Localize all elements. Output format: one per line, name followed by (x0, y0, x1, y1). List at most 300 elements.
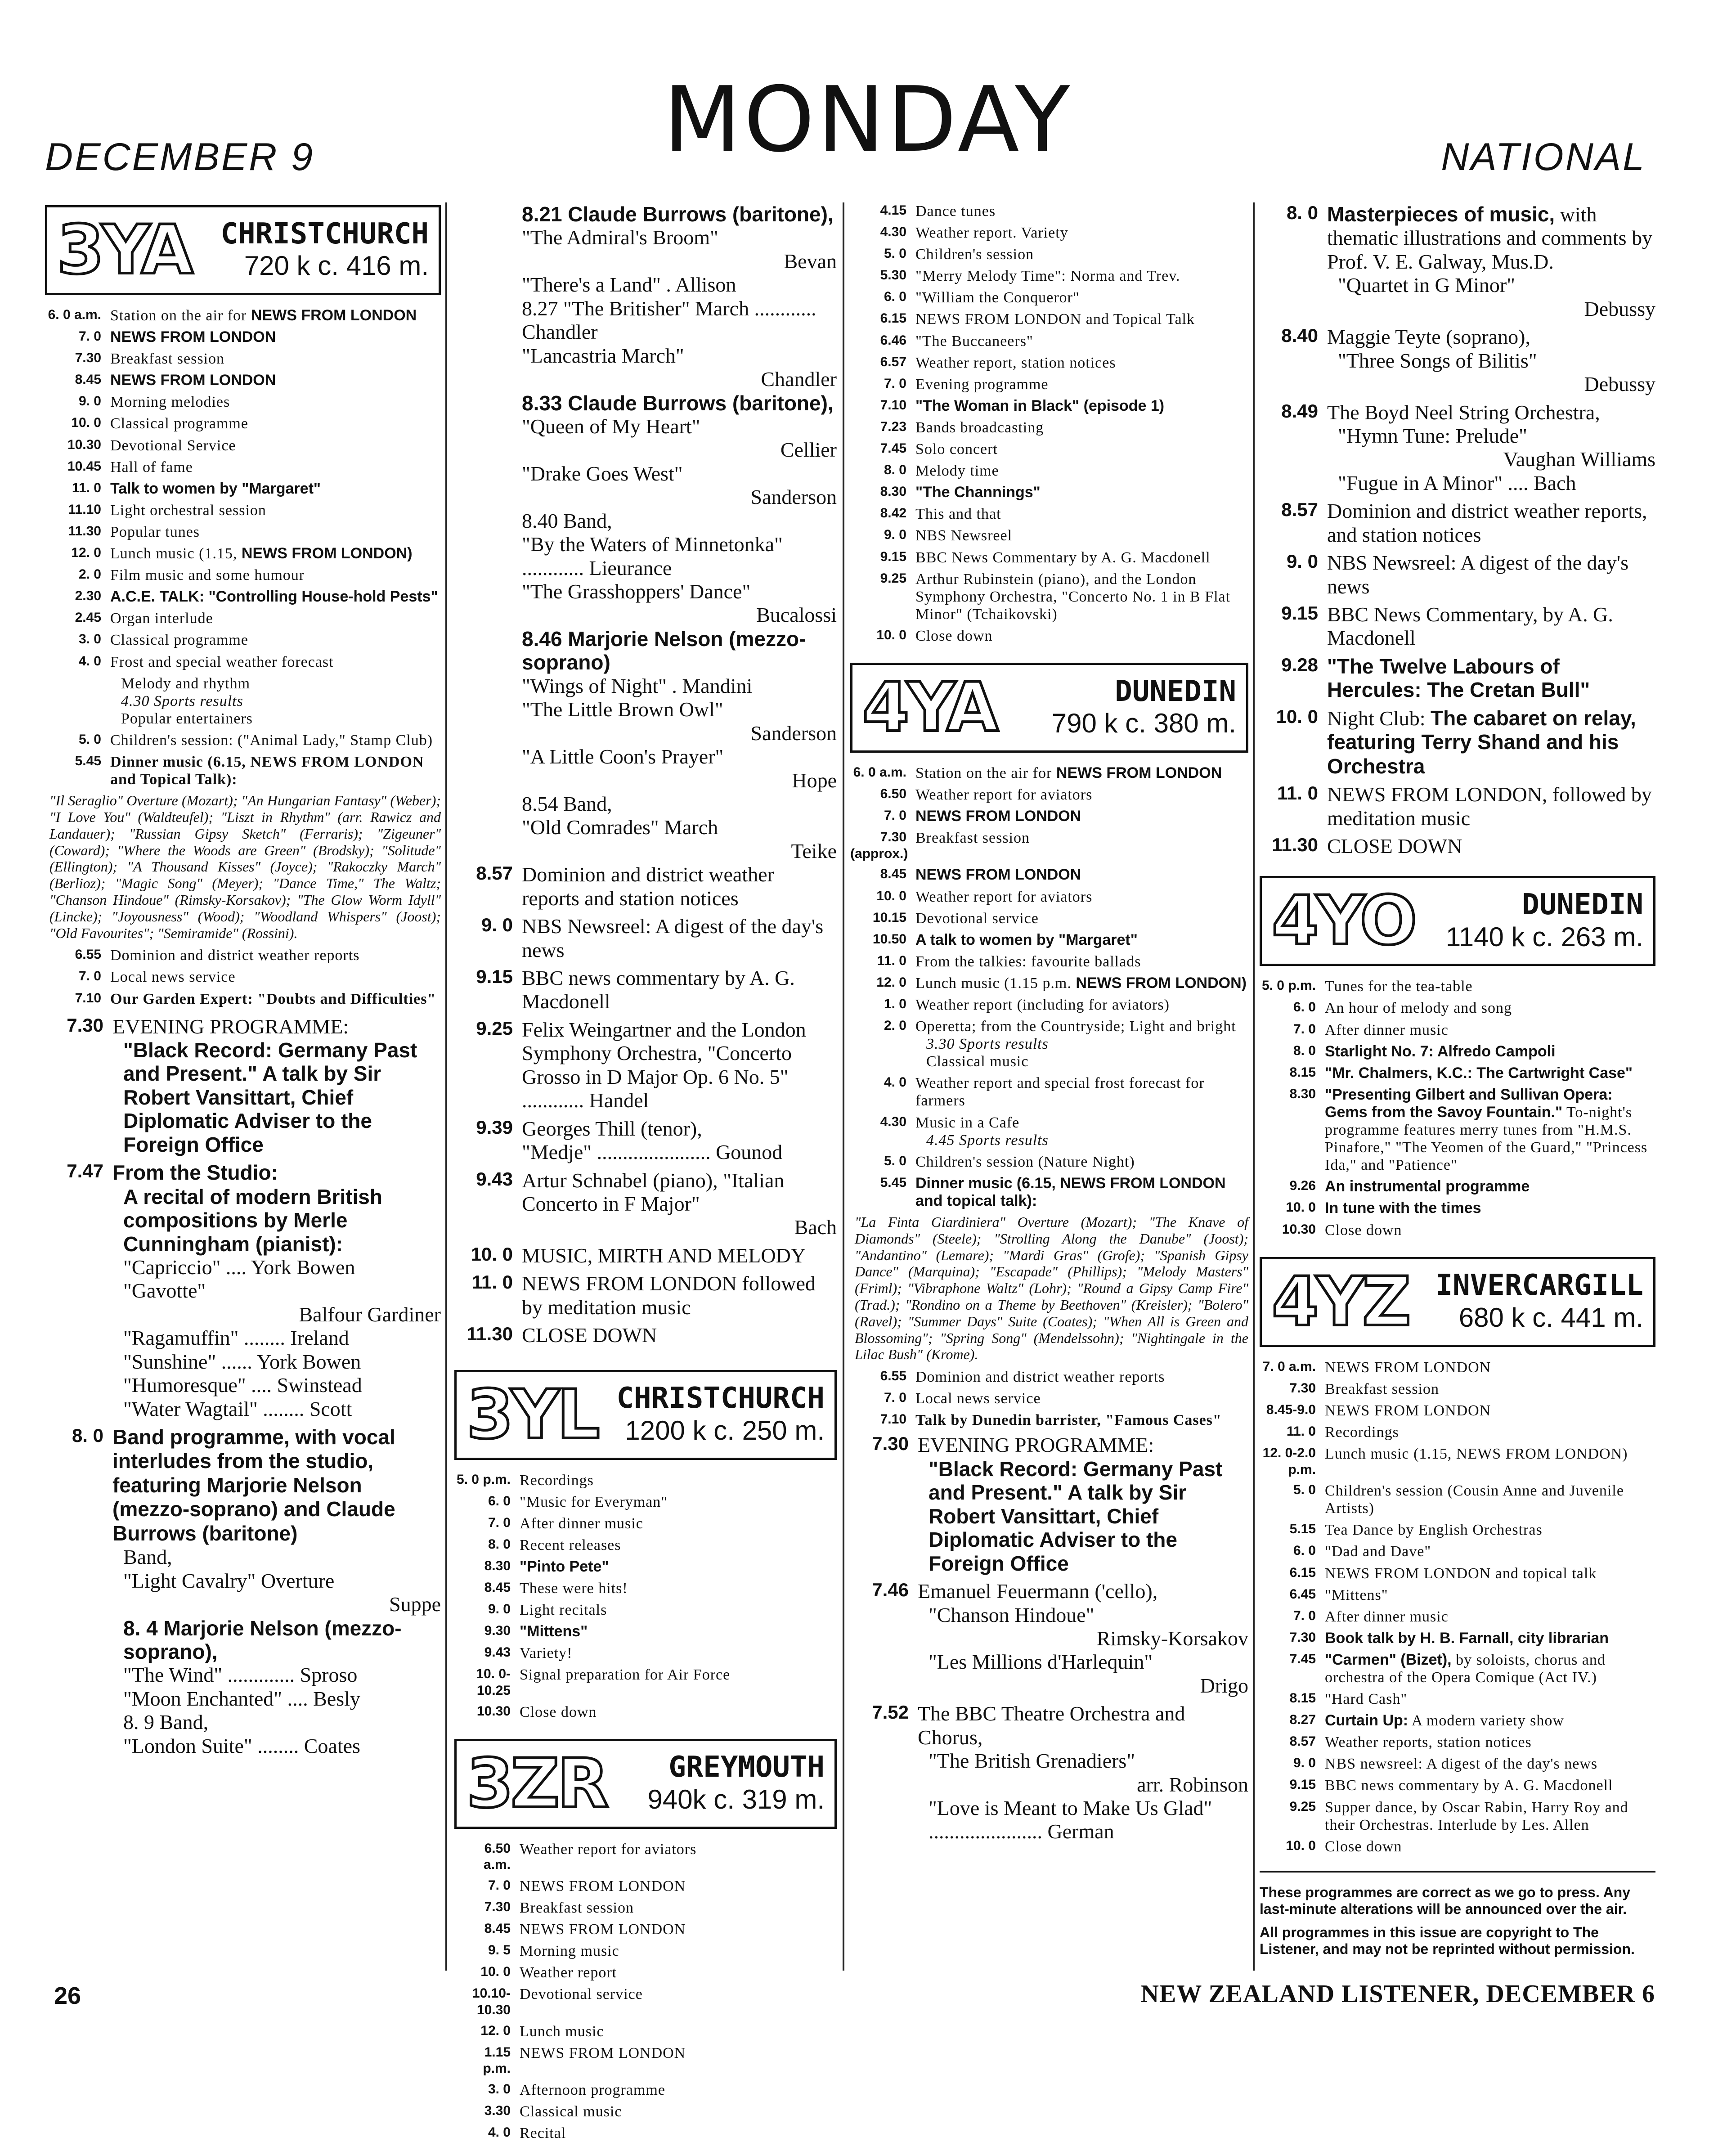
entry-time: 12. 0 (876, 974, 906, 990)
schedule-entry (850, 996, 1248, 1014)
station-frequency: 720 k c. 416 m. (244, 251, 429, 281)
work-title: "Wings of Night" . Mandini (522, 674, 753, 697)
entry-text-part: Weather report and special frost forecast for farmers (915, 1075, 1205, 1109)
entry-text-part: Hall of fame (110, 458, 193, 476)
entry-time: 7.30 (1289, 1630, 1316, 1645)
entry-time: 3.30 (484, 2103, 511, 2118)
evening-entry (454, 915, 837, 962)
schedule-entry (454, 1964, 837, 1981)
entry-time: 10. 0 (1276, 705, 1318, 727)
schedule-entry (1260, 1021, 1655, 1039)
entry-time: 10. 0 (471, 1243, 513, 1265)
entry-time: 11. 0 (1277, 782, 1318, 804)
entry-text (915, 397, 1248, 415)
entry-text-part: NEWS FROM LONDON (110, 328, 276, 346)
schedule-entry (850, 505, 1248, 523)
entry-text-part: From the talkies: favourite ballads (915, 953, 1141, 970)
station-banner-3yl (454, 1370, 837, 1460)
entry-text (1325, 1482, 1655, 1517)
evening-entry (454, 1244, 837, 1267)
schedule-entry (1260, 1086, 1655, 1174)
entry-text (1325, 1712, 1655, 1729)
evening-entry (454, 1272, 837, 1319)
entry-time: 7. 0 (488, 1877, 511, 1893)
schedule-entry (850, 1114, 1248, 1149)
entry-time: 12. 0 (71, 545, 101, 561)
work-title: "Drake Goes West" (522, 462, 683, 485)
evening-entry (1260, 655, 1655, 702)
entry-text (915, 419, 1248, 436)
schedule-entry (850, 332, 1248, 350)
schedule-entry (850, 376, 1248, 393)
column-1 (45, 202, 441, 1971)
entry-text-part: After dinner music (1325, 1608, 1449, 1625)
callsign: 3ZR (467, 1744, 606, 1823)
evening-entry (1260, 202, 1655, 321)
entry-time: 9.39 (476, 1116, 513, 1138)
entry-text-part: Recordings (520, 1472, 594, 1489)
schedule-entry (1260, 1178, 1655, 1195)
schedule-entry (454, 1623, 837, 1640)
entry-text (915, 996, 1248, 1014)
entry-text (1325, 1733, 1655, 1751)
entry-text-part: NEWS FROM LONDON (915, 808, 1081, 825)
entry-text: 8.54 Band, (522, 792, 612, 815)
entry-time: 7.47 (67, 1160, 103, 1182)
entry-time: 10.30 (476, 1703, 511, 1719)
entry-text-part: Weather report (520, 1964, 617, 1981)
evening-entry (454, 1169, 837, 1239)
entry-text (915, 289, 1248, 306)
schedule-entry (1260, 1402, 1655, 1419)
entry-time: 9. 5 (488, 1943, 511, 1958)
entry-text-part: NEWS FROM LONDON (1325, 1402, 1491, 1419)
entry-time: 8.57 (1281, 499, 1318, 521)
entry-time: 6.55 (880, 1369, 906, 1384)
entry-text-part: This and that (915, 506, 1001, 523)
entry-time: 7.45 (1289, 1651, 1316, 1666)
schedule-4yo-early (850, 202, 1248, 645)
entry-text (520, 1942, 837, 1960)
evening-entry (1260, 783, 1655, 830)
entry-text (520, 2081, 837, 2099)
schedule-entry (45, 307, 441, 324)
schedule-entry (45, 523, 441, 541)
station-banner-4yo (1260, 876, 1655, 966)
entry-time: 10.30 (67, 437, 101, 452)
entry-text (1325, 978, 1655, 995)
schedule-entry (850, 1175, 1248, 1210)
entry-time: 5. 0 p.m. (456, 1472, 511, 1487)
entry-text (1325, 1651, 1655, 1686)
entry-time: 9. 0 (1293, 1756, 1316, 1771)
schedule-entry (850, 440, 1248, 458)
composer: Vaughan Williams (1503, 448, 1655, 471)
entry-text (915, 376, 1248, 393)
schedule-entry (850, 484, 1248, 501)
entry-time: 8. 0 (72, 1425, 103, 1446)
schedule-entry (850, 267, 1248, 285)
schedule-entry (1260, 1799, 1655, 1834)
entry-time: 6. 0 a.m. (48, 307, 101, 322)
entry-text-part: BBC News Commentary by A. G. Macdonell (915, 549, 1211, 566)
schedule-entry (1260, 1221, 1655, 1239)
schedule-entry (850, 888, 1248, 906)
schedule-entry (1260, 1755, 1655, 1773)
entry-time: 8. 0 (1286, 202, 1318, 223)
entry-time: 11.30 (467, 1323, 513, 1345)
entry-text: MUSIC, MIRTH AND MELODY (522, 1244, 806, 1267)
network-label: NATIONAL (1441, 135, 1646, 179)
entry-time: 9. 0 (1286, 551, 1318, 572)
entry-text: Felix Weingartner and the London Symphony Orchestra, "Concerto Grosso in D Major Op. 6 No. 5" ............ Handel (522, 1018, 806, 1112)
composer: Suppe (389, 1593, 441, 1616)
entry-text-part: NEWS FROM LONDON (1325, 1359, 1491, 1376)
entry-text (110, 393, 441, 411)
entry-text: NEWS FROM LONDON, followed by meditation music (1327, 783, 1652, 830)
entry-text (1325, 1402, 1655, 1419)
entry-time: 3. 0 (488, 2081, 511, 2097)
entry-text-part: Close down (1325, 1221, 1402, 1239)
entry-text (915, 888, 1248, 906)
entry-time: 9.43 (476, 1168, 513, 1190)
schedule-entry (850, 202, 1248, 220)
entry-time: 7. 0 (78, 969, 101, 984)
evening-entry (850, 1433, 1248, 1575)
entry-time: 9.15 (476, 966, 513, 987)
schedule-entry (45, 545, 441, 562)
entry-time: 7.23 (880, 419, 906, 434)
schedule-entry (454, 1515, 837, 1532)
entry-text-part: Curtain Up: (1325, 1712, 1409, 1729)
entry-time: 11. 0 (877, 953, 906, 968)
entry-text-part: Tunes for the tea-table (1325, 978, 1473, 995)
entry-time: 10.30 (1282, 1221, 1316, 1237)
schedule-entry (454, 1644, 837, 1662)
entry-text-part: Lunch music (520, 2023, 604, 2040)
entry-text: Band, (123, 1545, 172, 1569)
work-title: "Capriccio" .... York Bowen (123, 1255, 355, 1279)
entry-text (915, 505, 1248, 523)
entry-text (520, 1985, 837, 2003)
schedule-entry (1260, 1690, 1655, 1708)
evening-entry (454, 1117, 837, 1164)
entry-time: 11.30 (1272, 834, 1318, 855)
entry-time: 10. 0 (1286, 1200, 1316, 1215)
entry-time: 8.42 (880, 506, 906, 521)
entry-time: 8.30 (1289, 1086, 1316, 1101)
entry-time: 11.30 (68, 523, 101, 539)
evening-entry (454, 966, 837, 1014)
schedule-entry (1260, 1543, 1655, 1560)
schedule-entry (1260, 1838, 1655, 1855)
schedule-entry (454, 2044, 837, 2077)
entry-time: 8. 0 (1293, 1043, 1316, 1058)
entry-text (110, 588, 441, 606)
entry-text (1325, 1777, 1655, 1794)
entry-text (110, 458, 441, 476)
entry-text: 8.40 Band, (522, 509, 612, 532)
evening-entry (454, 1018, 837, 1113)
entry-text-part: Children's session (Nature Night) (915, 1153, 1135, 1170)
dinner-music-list: "La Finta Giardiniera" Overture (Mozart); "The Knave of Diamonds" (Steele); "Strolling Along the Danube" (Joost); "Andantino" (Lemare); "Mardi Gras" (Grofe); "Spanish Gipsy Dance" (Marquina); "Escapade" (Phillips); "Melody Masters" (Friml); "Vibraphone Waltz" (Lohr); "Round a Gipsy Camp Fire" (Trad.); "Rondino on a Theme by Beethoven" (Kreisler); "Bolero" (Ravel); "Summer Days" Suite (Coates); "When All is Green and Blossoming"; "Spring Song" (Mendelssohn); "Nightingale in the Lilac Bush" (Krome). (855, 1214, 1248, 1363)
entry-text (520, 1601, 837, 1619)
work-title: "Love is Meant to Make Us Glad" ...................... German (929, 1796, 1212, 1843)
entry-text (915, 910, 1248, 927)
entry-text (915, 974, 1248, 992)
schedule-entry (1260, 1064, 1655, 1082)
entry-time: 6.15 (1289, 1565, 1316, 1580)
entry-text-part: An hour of melody and song (1325, 1000, 1512, 1017)
entry-text-part: Breakfast session (1325, 1380, 1440, 1397)
issue-date: DECEMBER 9 (45, 135, 315, 179)
work-title: "By the Waters of Minnetonka" ............ Lieurance (522, 533, 783, 579)
entry-time: 7.30 (872, 1433, 909, 1455)
entry-time: 12. 0-2.0 p.m. (1262, 1445, 1316, 1477)
entry-text-part: Lunch music (1.15 p.m. (915, 974, 1076, 992)
work-title: "There's a Land" . Allison (522, 273, 736, 296)
entry-text (1325, 1021, 1655, 1039)
entry-time: 8.45 (880, 867, 906, 882)
entry-time: 8.57 (1289, 1734, 1316, 1749)
evening-entry (45, 1425, 441, 1758)
entry-text-part: Close down (915, 627, 993, 644)
entry-text-part: by soloists, chorus and orchestra of the Opera Comique (Act IV.) (1325, 1651, 1606, 1686)
entry-time: 11.10 (68, 502, 101, 517)
schedule-4yz (1260, 1359, 1655, 1855)
schedule-entry (850, 462, 1248, 480)
entry-text: EVENING PROGRAMME: (918, 1433, 1154, 1457)
entry-text: NBS Newsreel: A digest of the day's news (522, 915, 824, 961)
schedule-entry (850, 910, 1248, 927)
work-title: "Light Cavalry" Overture (123, 1569, 335, 1592)
entry-text-part: NEWS FROM LONDON) (241, 545, 413, 562)
entry-text-part: NBS newsreel: A digest of the day's news (1325, 1756, 1598, 1773)
entry-time: 9.25 (476, 1017, 513, 1039)
entry-time: 5.15 (1289, 1522, 1316, 1537)
entry-text (1325, 1424, 1655, 1441)
entry-text: "Black Record: Germany Past and Present." A talk by Sir Robert Vansittart, Chief Diplomatic Adviser to the Foreign Office (929, 1457, 1223, 1575)
schedule-entry (1260, 1651, 1655, 1686)
entry-text-part: Weather report. Variety (915, 225, 1068, 242)
entry-text-part: "Pinto Pete" (520, 1558, 609, 1575)
entry-text (915, 224, 1248, 242)
entry-note: Classical music (926, 1053, 1029, 1070)
schedule-3yl (454, 1472, 837, 1721)
entry-time: 10.45 (67, 458, 101, 474)
entry-text-part: Recordings (1325, 1424, 1399, 1441)
callsign: 4YZ (1272, 1262, 1409, 1341)
entry-text-part: After dinner music (1325, 1021, 1449, 1038)
entry-text: Local news service (915, 1390, 1041, 1407)
entry-text-part: Children's session (Cousin Anne and Juvenile Artists) (1325, 1482, 1624, 1517)
entry-time: 7.52 (872, 1702, 909, 1723)
schedule-entry (850, 570, 1248, 623)
callsign: 3YA (57, 211, 191, 289)
entry-text (520, 1841, 837, 1858)
entry-time: 10. 0 (71, 415, 101, 431)
entry-text-part: NEWS FROM LONDON (251, 307, 417, 324)
entry-text (520, 1558, 837, 1576)
entry-time: 7.45 (880, 441, 906, 456)
station-city: DUNEDIN (1522, 888, 1643, 922)
schedule-entry (454, 1493, 837, 1511)
entry-text-part: NEWS FROM LONDON) (1076, 974, 1247, 992)
entry-time: 6.50 a.m. (483, 1841, 511, 1873)
entry-text (915, 764, 1248, 782)
entry-text-part: "Hard Cash" (1325, 1691, 1408, 1708)
entry-text (915, 931, 1248, 949)
entry-time: 9. 0 (884, 527, 906, 543)
entry-time: 8. 0 (488, 1536, 511, 1552)
schedule-entry (454, 1536, 837, 1554)
entry-text (915, 1018, 1248, 1070)
entry-text-part: Close down (520, 1703, 597, 1720)
work-title: "Gavotte" (123, 1279, 206, 1302)
entry-time: 7. 0 a.m. (1262, 1359, 1316, 1374)
schedule-entry (454, 1877, 837, 1895)
entry-text-part: Evening programme (915, 376, 1049, 393)
work-title: "Lancastria March" (522, 344, 684, 367)
entry-time: 7. 0 (488, 1515, 511, 1530)
entry-time: 8.45 (484, 1921, 511, 1936)
entry-text (1325, 1043, 1655, 1060)
entry-text (915, 786, 1248, 804)
entry-time: 2.30 (75, 588, 101, 604)
column-3 (850, 202, 1248, 1971)
entry-text (1325, 1221, 1655, 1239)
schedule-entry (454, 2103, 837, 2120)
entry-text (1325, 1630, 1655, 1647)
entry-text (915, 527, 1248, 544)
schedule-3zr (454, 1841, 837, 2142)
entry-text: Melody and rhythm (121, 675, 251, 692)
entry-text-part: These were hits! (520, 1580, 628, 1597)
entry-time: 10. 0 (480, 1964, 511, 1980)
entry-text-part: Lunch music (1.15, (110, 545, 242, 562)
entry-time: 7.10 (880, 397, 906, 413)
evening-entry (1260, 551, 1655, 598)
entry-text: 4.30 Sports results (121, 692, 243, 710)
entry-text (520, 1666, 837, 1684)
evening-entry (454, 863, 837, 910)
schedule-4ya (850, 764, 1248, 1210)
entry-text (110, 631, 441, 649)
entry-time: 4. 0 (884, 1075, 906, 1090)
entry-text (915, 829, 1248, 847)
schedule-entry (1260, 1521, 1655, 1539)
entry-text: CLOSE DOWN (522, 1324, 657, 1347)
entry-text-part: Frost and special weather forecast (110, 653, 334, 670)
entry-text: Children's session: ("Animal Lady," Stamp Club) (110, 732, 433, 749)
entry-time: 7. 0 (1293, 1608, 1316, 1623)
schedule-entry (1260, 999, 1655, 1017)
evening-entry (1260, 603, 1655, 650)
entry-text-part: Station on the air for (915, 764, 1056, 781)
entry-time: 9.25 (1289, 1799, 1316, 1814)
entry-text-part: Light orchestral session (110, 502, 266, 519)
entry-text (915, 246, 1248, 263)
work-title: "Humoresque" .... Swinstead (123, 1374, 362, 1397)
schedule-entry (454, 1558, 837, 1576)
entry-time: 9. 0 (78, 394, 101, 409)
notice-text: All programmes in this issue are copyright to The Listener, and may not be reprinted without permission. (1260, 1924, 1635, 1958)
station-frequency: 1200 k c. 250 m. (625, 1415, 825, 1446)
entry-text-part: Signal preparation for Air Force (520, 1666, 731, 1684)
schedule-entry (850, 1018, 1248, 1070)
schedule-entry (1260, 1777, 1655, 1794)
evening-entry (1260, 401, 1655, 495)
entry-time: 8.15 (1289, 1064, 1316, 1080)
schedule-entry (45, 566, 441, 584)
entry-time: 7. 0 (78, 329, 101, 344)
entry-time: 10.50 (872, 931, 906, 947)
entry-text: Local news service (110, 969, 236, 986)
entry-text-part: BBC news commentary by A. G. Macdonell (1325, 1777, 1613, 1794)
entry-text-part: "Presenting Gilbert and Sullivan Opera: Gems from the Savoy Fountain." (1325, 1086, 1613, 1121)
entry-text: Talk by Dunedin barrister, "Famous Cases" (915, 1412, 1222, 1429)
entry-text (915, 484, 1248, 501)
entry-time: 6. 0 (488, 1493, 511, 1509)
entry-text (520, 1703, 837, 1721)
schedule-entry (850, 764, 1248, 782)
entry-text (110, 653, 441, 671)
entry-text-part: Film music and some humour (110, 567, 305, 584)
schedule-4yo (1260, 978, 1655, 1239)
entry-time: 7.30 (484, 1899, 511, 1914)
composer: Debussy (1584, 373, 1655, 396)
entry-text-part: NEWS FROM LONDON (520, 1921, 686, 1938)
schedule-entry (454, 2124, 837, 2142)
entry-text-part: NEWS FROM LONDON (110, 372, 276, 389)
entry-time: 7. 0 (884, 376, 906, 391)
entry-time: 6. 0 (1293, 1000, 1316, 1015)
schedule-entry (850, 931, 1248, 949)
entry-text: The BBC Theatre Orchestra and Chorus, (918, 1702, 1185, 1749)
entry-text-part: A talk to women by "Margaret" (915, 931, 1138, 948)
entry-text (1325, 1565, 1655, 1582)
notice-text: These programmes are correct as we go to press. Any last-minute alterations will be announced over the air. (1260, 1884, 1631, 1917)
entry-text-part: Talk to women by "Margaret" (110, 480, 321, 497)
entry-text-part: Breakfast session (110, 350, 225, 368)
entry-note: 3.30 Sports results (926, 1036, 1049, 1053)
composer: Debussy (1584, 297, 1655, 320)
work-title: "The British Grenadiers" (929, 1749, 1135, 1773)
schedule-entry (850, 310, 1248, 328)
schedule-entry (45, 328, 441, 346)
entry-text-part: NEWS FROM LONDON and topical talk (1325, 1565, 1597, 1582)
entry-time: 7.30 (approx.) (850, 830, 908, 861)
schedule-entry (850, 974, 1248, 992)
entry-time: 5. 0 p.m. (1261, 978, 1316, 993)
entry-text (915, 1114, 1248, 1149)
station-banner-4yz (1260, 1257, 1655, 1347)
schedule-entry (850, 1368, 1248, 1386)
entry-time: 5.45 (880, 1175, 906, 1190)
entry-text: CLOSE DOWN (1327, 834, 1462, 858)
entry-time: 5. 0 (884, 246, 906, 261)
entry-time: 7. 0 (884, 808, 906, 823)
entry-text (915, 1153, 1248, 1171)
entry-time: 7.30 (1289, 1380, 1316, 1396)
entry-text (1325, 1380, 1655, 1398)
entry-text-part: Arthur Rubinstein (piano), and the London Symphony Orchestra, "Concerto No. 1 in B Flat Minor" (Tchaikovski) (915, 570, 1231, 623)
schedule-entry (1260, 1043, 1655, 1060)
entry-text (915, 1175, 1248, 1210)
entry-text-part: Classical music (520, 2103, 622, 2120)
evening-entry (45, 1015, 441, 1157)
work-title: "Medje" ...................... Gounod (522, 1141, 783, 1164)
